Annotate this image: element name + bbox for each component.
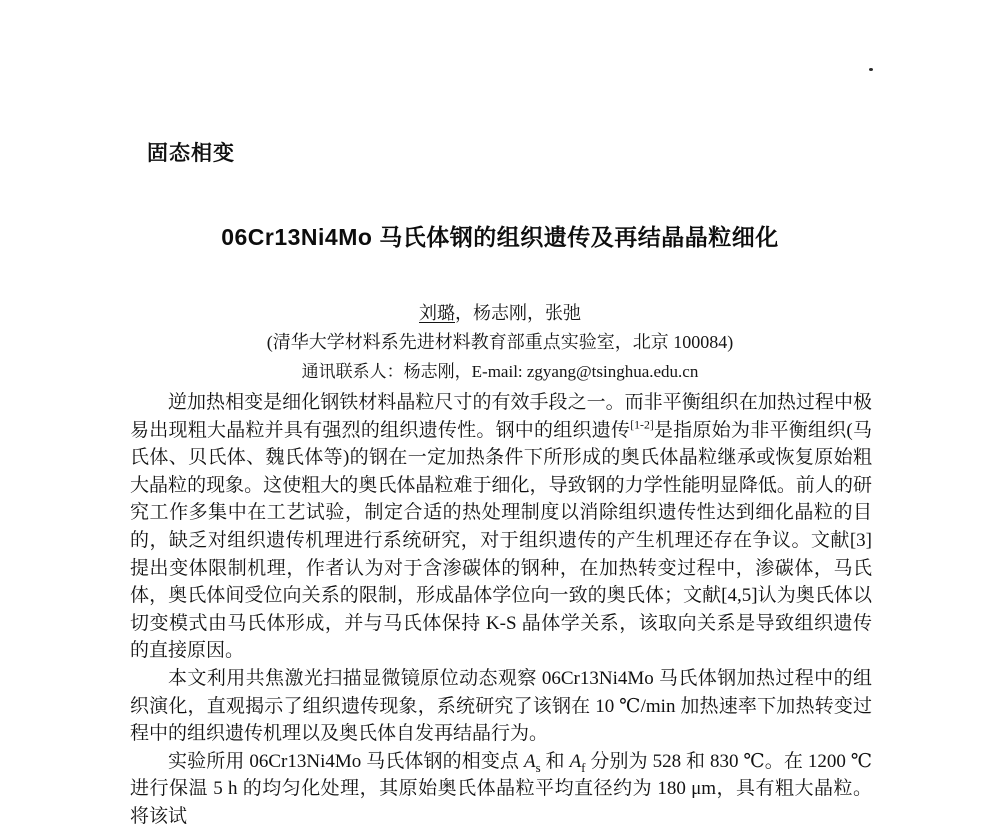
text-segment: f bbox=[581, 759, 586, 775]
body-paragraphs bbox=[130, 389, 872, 831]
text-segment: [1-2] bbox=[630, 418, 654, 432]
text-segment: 和 bbox=[540, 750, 570, 772]
paragraph bbox=[130, 748, 872, 831]
text-segment: A bbox=[524, 750, 536, 772]
text-segment: 分别为 528 和 830 ℃。在 1200 ℃进行保温 5 h 的均匀化处理，其原始奥氏体晶粒平均直径约为 180 μm，具有粗大晶粒。将该试 bbox=[130, 750, 872, 827]
text-segment: 逆加热相变是细化钢铁材料晶粒尺寸的有效手段之一。而非平衡组织在加热过程中极易出现粗大晶粒并具有强烈的组织遗传性。钢中的组织遗传 bbox=[130, 392, 872, 441]
paragraph bbox=[130, 665, 872, 748]
authors-line bbox=[0, 299, 1000, 325]
affiliation-line: (清华大学材料系先进材料教育部重点实验室，北京 100084) bbox=[266, 332, 734, 352]
text-segment: 是指原始为非平衡组织(马氏体、贝氏体、魏氏体等)的钢在一定加热条件下所形成的奥氏体晶粒继承或恢复原始粗大晶粒的现象。这使粗大的奥氏体晶粒难于细化，导致钢的力学性能明显降低。前人的研究工作多集中在工艺试验，制定合适的热处理制度以消除组织遗传性达到细化晶粒的目的，缺乏对组织遗传机理进行系统研究，对于组织遗传的产生机理还存在争议。文献[3]提出变体限制机理，作者认为对于含渗碳体的钢种，在加热转变过程中，渗碳体，马氏体，奥氏体间受位向关系的限制，形成晶体学位向一致的奥氏体；文献[4,5]认为奥氏体以切变模式由马氏体形成，并与马氏体保持 K-S 晶体学关系，该取向关系是导致组织遗传的直接原因。 bbox=[130, 419, 872, 662]
paper-title: 06Cr13Ni4Mo 马氏体钢的组织遗传及再结晶晶粒细化 bbox=[221, 224, 779, 250]
text-segment: ，杨志刚，张弛 bbox=[455, 303, 581, 323]
text-segment: 刘璐 bbox=[419, 303, 455, 323]
text-segment: 本文利用共焦激光扫描显微镜原位动态观察 06Cr13Ni4Mo 马氏体钢加热过程中的组织演化，直观揭示了组织遗传现象，系统研究了该钢在 10 ℃/min 加热速率下加热转变过程中的组织遗传机理以及奥氏体自发再结晶行为。 bbox=[130, 667, 872, 745]
section-label: 固态相变 bbox=[147, 142, 235, 165]
text-segment: 实验所用 06Cr13Ni4Mo 马氏体钢的相变点 bbox=[168, 750, 525, 772]
text-segment: A bbox=[569, 750, 582, 772]
text-segment: s bbox=[535, 759, 541, 775]
scan-artifact-dot bbox=[869, 68, 873, 71]
correspondence-line: 通讯联系人：杨志刚，E-mail: zgyang@tsinghua.edu.cn bbox=[301, 362, 699, 381]
paragraph bbox=[130, 389, 872, 665]
